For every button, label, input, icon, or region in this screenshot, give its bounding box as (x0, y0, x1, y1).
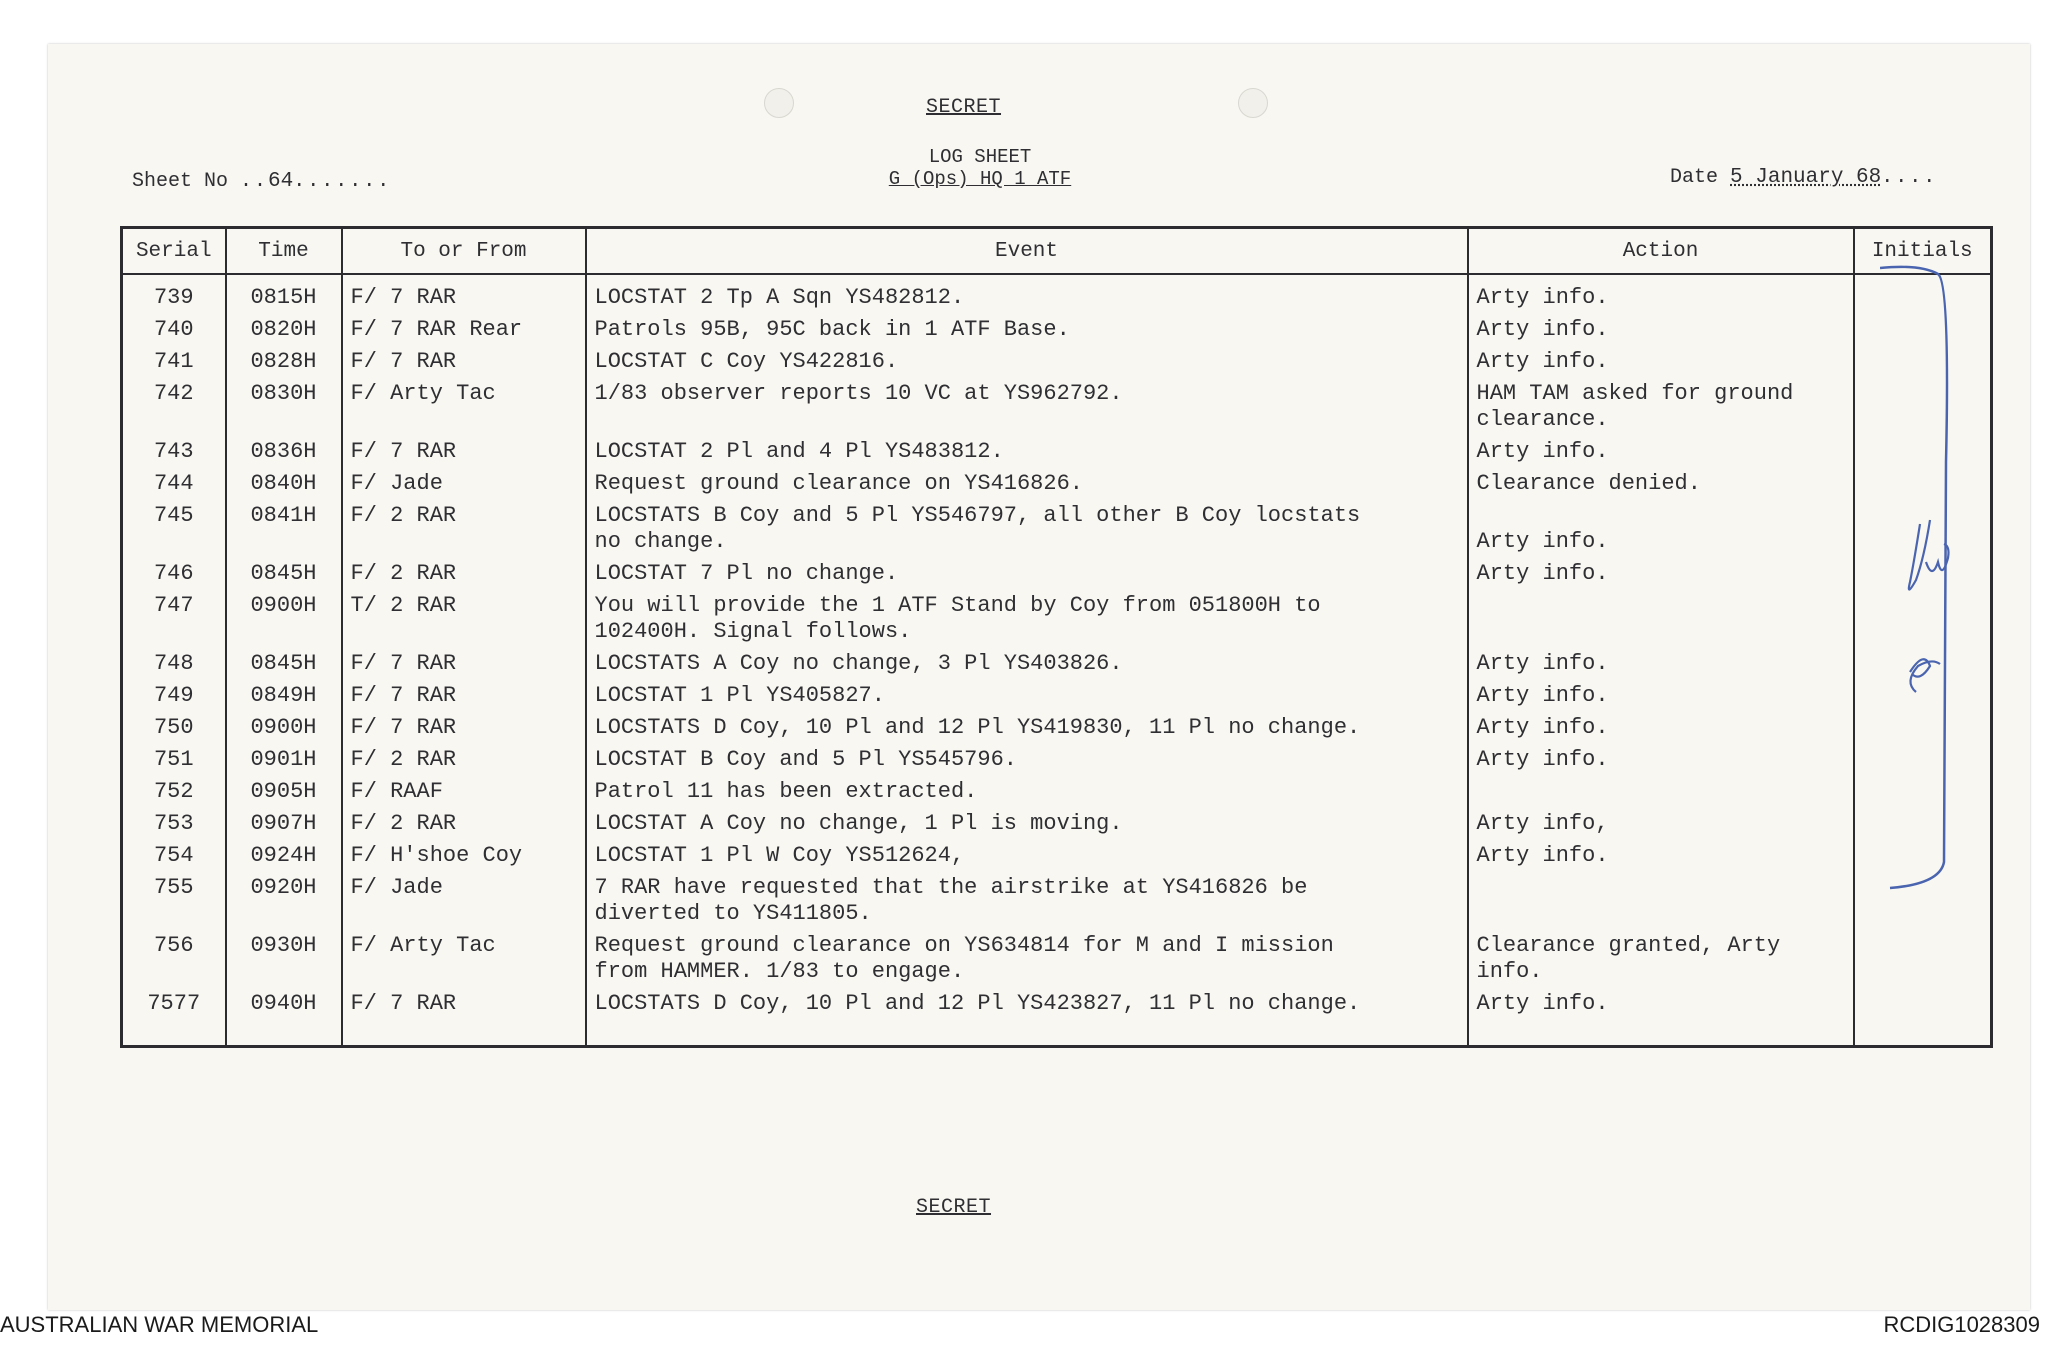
sheet-number-line: Sheet No ..64....... (132, 170, 392, 193)
event-cell: Patrols 95B, 95C back in 1 ATF Base. (586, 311, 1468, 343)
serial-cell: 756 (122, 927, 226, 985)
from-cell: F/ H'shoe Coy (342, 837, 586, 869)
from-cell: T/ 2 RAR (342, 587, 586, 645)
footer-source: AUSTRALIAN WAR MEMORIAL (0, 1312, 319, 1337)
log-table (120, 226, 1993, 1048)
serial-cell: 748 (122, 645, 226, 677)
time-cell: 0828H (226, 343, 342, 375)
from-cell: F/ Arty Tac (342, 375, 586, 433)
from-cell: F/ Arty Tac (342, 927, 586, 985)
from-cell: F/ 7 RAR (342, 985, 586, 1047)
serial-cell: 744 (122, 465, 226, 497)
col-from-header: To or From (342, 228, 586, 275)
date-line: Date 5 January 68.... (1670, 166, 1938, 189)
initials-cell (1854, 927, 1992, 985)
table-row (122, 645, 1992, 677)
time-cell: 0901H (226, 741, 342, 773)
event-cell: LOCSTAT A Coy no change, 1 Pl is moving. (586, 805, 1468, 837)
from-cell: F/ 2 RAR (342, 741, 586, 773)
action-cell: Arty info. (1468, 311, 1854, 343)
col-time-header: Time (226, 228, 342, 275)
classification-top: SECRET (926, 96, 1002, 119)
time-cell: 0930H (226, 927, 342, 985)
punch-hole (764, 88, 794, 118)
serial-cell: 745 (122, 497, 226, 555)
serial-cell: 747 (122, 587, 226, 645)
serial-cell: 753 (122, 805, 226, 837)
col-action-header: Action (1468, 228, 1854, 275)
action-cell: Clearance denied. (1468, 465, 1854, 497)
table-row (122, 677, 1992, 709)
from-cell: F/ 2 RAR (342, 555, 586, 587)
initials-cell (1854, 985, 1992, 1047)
table-row (122, 274, 1992, 311)
action-cell (1468, 869, 1854, 927)
table-row (122, 709, 1992, 741)
action-cell: Arty info. (1468, 497, 1854, 555)
from-cell: F/ Jade (342, 869, 586, 927)
table-row (122, 555, 1992, 587)
col-event-header: Event (586, 228, 1468, 275)
table-header-row (122, 228, 1992, 275)
from-cell: F/ 7 RAR (342, 433, 586, 465)
serial-cell: 740 (122, 311, 226, 343)
event-cell: You will provide the 1 ATF Stand by Coy from 051800H to 102400H. Signal follows. (586, 587, 1468, 645)
time-cell: 0830H (226, 375, 342, 433)
initials-bracket-icon (1880, 262, 1980, 902)
time-cell: 0820H (226, 311, 342, 343)
punch-hole (1238, 88, 1268, 118)
action-cell: Arty info. (1468, 555, 1854, 587)
from-cell: F/ 7 RAR (342, 645, 586, 677)
action-cell: Arty info. (1468, 677, 1854, 709)
serial-cell: 749 (122, 677, 226, 709)
time-cell: 0924H (226, 837, 342, 869)
table-row (122, 773, 1992, 805)
time-cell: 0841H (226, 497, 342, 555)
event-cell: LOCSTAT 1 Pl YS405827. (586, 677, 1468, 709)
action-cell (1468, 773, 1854, 805)
action-cell: Arty info. (1468, 741, 1854, 773)
action-cell: Arty info, (1468, 805, 1854, 837)
col-serial-header: Serial (122, 228, 226, 275)
serial-cell: 741 (122, 343, 226, 375)
table-row (122, 497, 1992, 555)
event-cell: LOCSTAT C Coy YS422816. (586, 343, 1468, 375)
event-cell: LOCSTAT 1 Pl W Coy YS512624, (586, 837, 1468, 869)
footer-id: RCDIG1028309 (1883, 1312, 2040, 1337)
time-cell: 0920H (226, 869, 342, 927)
time-cell: 0840H (226, 465, 342, 497)
time-cell: 0900H (226, 587, 342, 645)
time-cell: 0907H (226, 805, 342, 837)
table-row (122, 433, 1992, 465)
table-row (122, 837, 1992, 869)
event-cell: Patrol 11 has been extracted. (586, 773, 1468, 805)
table-row (122, 805, 1992, 837)
sheet-number: 64 (268, 170, 294, 193)
from-cell: F/ 7 RAR (342, 343, 586, 375)
log-rows (122, 274, 1992, 1047)
serial-cell: 750 (122, 709, 226, 741)
date-value: 5 January 68 (1730, 166, 1882, 189)
from-cell: F/ RAAF (342, 773, 586, 805)
serial-cell: 739 (122, 274, 226, 311)
action-cell: Arty info. (1468, 343, 1854, 375)
event-cell: LOCSTATS D Coy, 10 Pl and 12 Pl YS423827, 11 Pl no change. (586, 985, 1468, 1047)
col-initials-header: Initials (1854, 228, 1992, 275)
table-row (122, 311, 1992, 343)
from-cell: F/ Jade (342, 465, 586, 497)
time-cell: 0845H (226, 555, 342, 587)
event-cell: Request ground clearance on YS416826. (586, 465, 1468, 497)
serial-cell: 751 (122, 741, 226, 773)
from-cell: F/ 7 RAR Rear (342, 311, 586, 343)
time-cell: 0900H (226, 709, 342, 741)
action-cell: Arty info. (1468, 837, 1854, 869)
event-cell: LOCSTATS B Coy and 5 Pl YS546797, all other B Coy locstats no change. (586, 497, 1468, 555)
event-cell: LOCSTATS D Coy, 10 Pl and 12 Pl YS419830, 11 Pl no change. (586, 709, 1468, 741)
serial-cell: 746 (122, 555, 226, 587)
log-sheet-title (850, 146, 1110, 190)
table-row (122, 375, 1992, 433)
serial-cell: 754 (122, 837, 226, 869)
serial-cell: 7577 (122, 985, 226, 1047)
time-cell: 0940H (226, 985, 342, 1047)
table-row (122, 741, 1992, 773)
time-cell: 0815H (226, 274, 342, 311)
from-cell: F/ 7 RAR (342, 709, 586, 741)
serial-cell: 752 (122, 773, 226, 805)
table-row (122, 927, 1992, 985)
action-cell (1468, 587, 1854, 645)
action-cell: Arty info. (1468, 645, 1854, 677)
serial-cell: 755 (122, 869, 226, 927)
date-label: Date (1670, 166, 1719, 189)
table-row (122, 465, 1992, 497)
action-cell: Arty info. (1468, 985, 1854, 1047)
serial-cell: 743 (122, 433, 226, 465)
event-cell: LOCSTAT 2 Pl and 4 Pl YS483812. (586, 433, 1468, 465)
action-cell: Arty info. (1468, 433, 1854, 465)
time-cell: 0836H (226, 433, 342, 465)
action-cell: HAM TAM asked for ground clearance. (1468, 375, 1854, 433)
table-row (122, 587, 1992, 645)
from-cell: F/ 7 RAR (342, 677, 586, 709)
title-line-2: G (Ops) HQ 1 ATF (888, 168, 1072, 190)
table-row (122, 869, 1992, 927)
action-cell: Clearance granted, Arty info. (1468, 927, 1854, 985)
table-row (122, 343, 1992, 375)
sheet-label: Sheet No (132, 170, 229, 193)
action-cell: Arty info. (1468, 709, 1854, 741)
from-cell: F/ 7 RAR (342, 274, 586, 311)
table-row (122, 985, 1992, 1047)
serial-cell: 742 (122, 375, 226, 433)
from-cell: F/ 2 RAR (342, 497, 586, 555)
action-cell: Arty info. (1468, 274, 1854, 311)
event-cell: LOCSTAT 7 Pl no change. (586, 555, 1468, 587)
event-cell: LOCSTATS A Coy no change, 3 Pl YS403826. (586, 645, 1468, 677)
from-cell: F/ 2 RAR (342, 805, 586, 837)
event-cell: LOCSTAT B Coy and 5 Pl YS545796. (586, 741, 1468, 773)
event-cell: Request ground clearance on YS634814 for M and I mission from HAMMER. 1/83 to engage. (586, 927, 1468, 985)
event-cell: 7 RAR have requested that the airstrike at YS416826 be diverted to YS411805. (586, 869, 1468, 927)
event-cell: LOCSTAT 2 Tp A Sqn YS482812. (586, 274, 1468, 311)
title-line-1: LOG SHEET (928, 146, 1032, 168)
time-cell: 0849H (226, 677, 342, 709)
time-cell: 0845H (226, 645, 342, 677)
event-cell: 1/83 observer reports 10 VC at YS962792. (586, 375, 1468, 433)
classification-bottom: SECRET (916, 1196, 992, 1219)
time-cell: 0905H (226, 773, 342, 805)
